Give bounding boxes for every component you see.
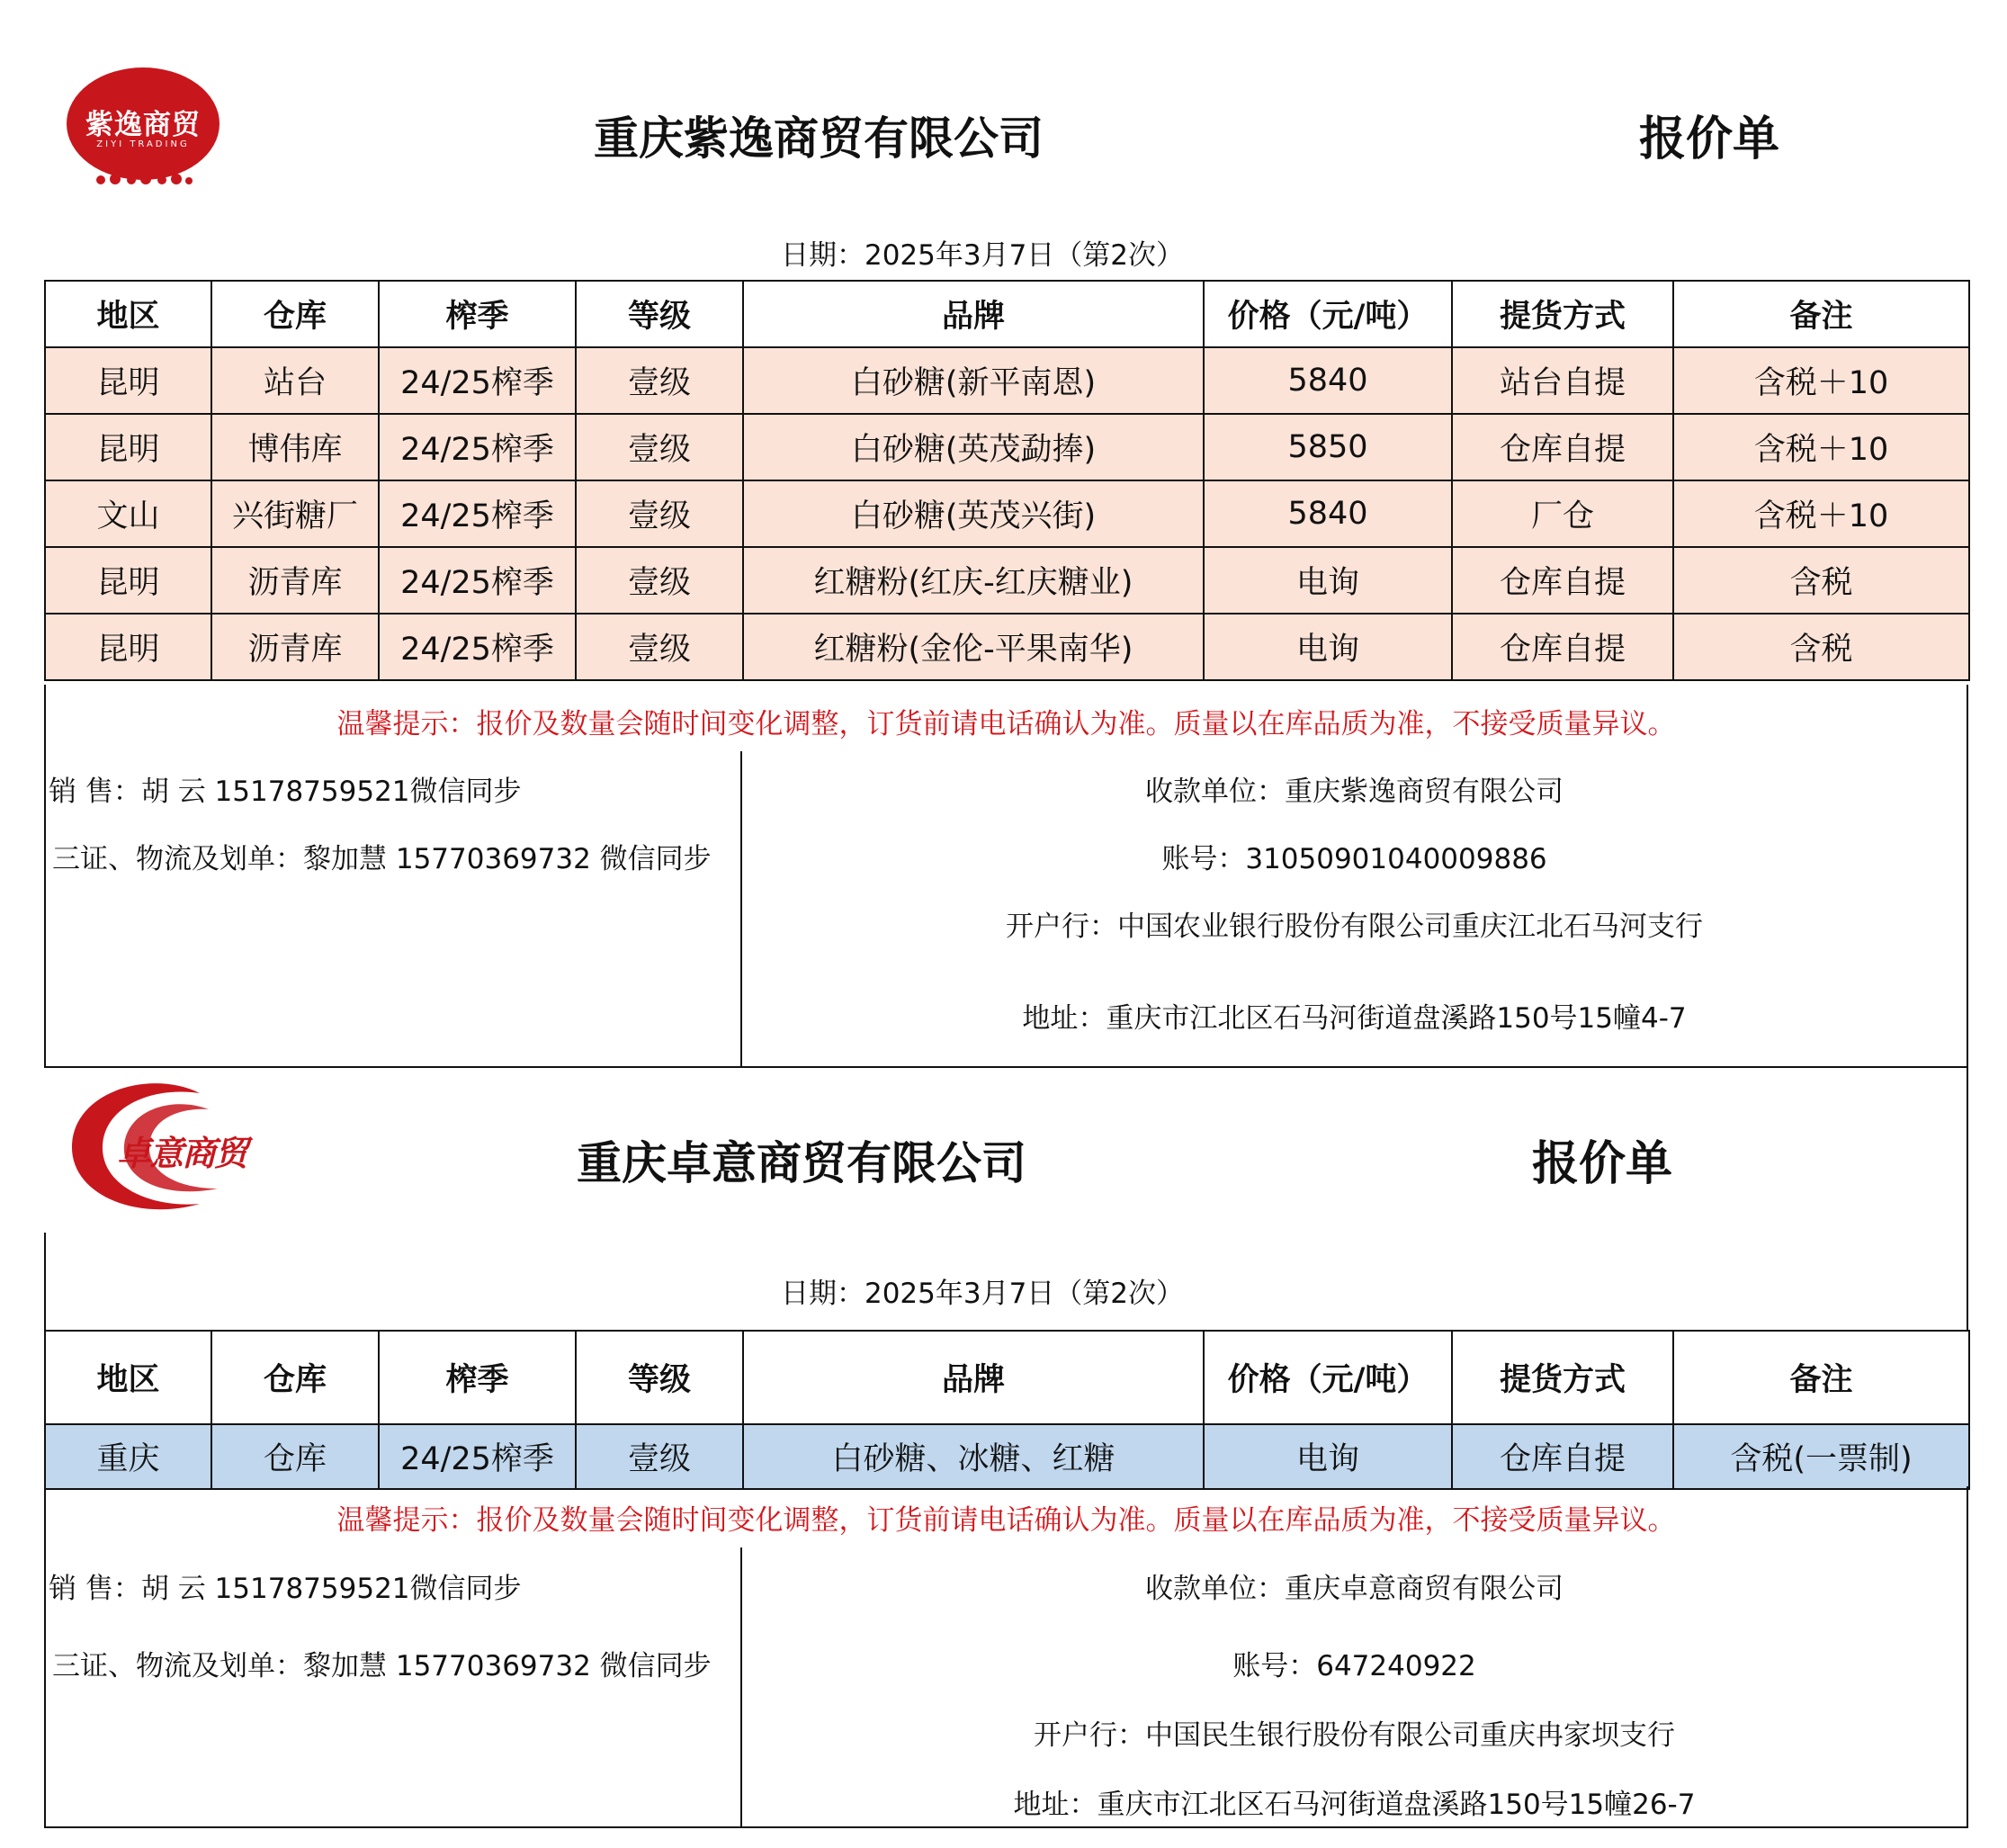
frame-right xyxy=(1967,685,1968,1068)
header-warehouse: 仓库 xyxy=(211,1331,379,1424)
cell-season: 24/25榨季 xyxy=(379,347,576,414)
header-region: 地区 xyxy=(45,1331,211,1424)
header-pickup: 提货方式 xyxy=(1452,281,1673,347)
cell-warehouse: 仓库 xyxy=(211,1424,379,1489)
table-header-row xyxy=(45,281,1969,347)
header-brand: 品牌 xyxy=(743,281,1204,347)
zhuoyi-logo-text: 卓意商贸 xyxy=(117,1134,247,1173)
cell-remark: 含税＋10 xyxy=(1673,347,1969,414)
cell-season: 24/25榨季 xyxy=(379,1424,576,1489)
cell-price: 5840 xyxy=(1204,347,1452,414)
cell-season: 24/25榨季 xyxy=(379,414,576,480)
cell-region: 昆明 xyxy=(45,614,211,680)
table-row xyxy=(45,347,1969,414)
header-grade: 等级 xyxy=(576,281,743,347)
cell-pickup: 仓库自提 xyxy=(1452,1424,1673,1489)
cell-grade: 壹级 xyxy=(576,480,743,547)
cell-pickup: 仓库自提 xyxy=(1452,414,1673,480)
cell-brand: 白砂糖(新平南恩) xyxy=(743,347,1204,414)
cell-warehouse: 站台 xyxy=(211,347,379,414)
table-row xyxy=(45,1424,1969,1489)
company-title: 重庆卓意商贸有限公司 xyxy=(577,1137,1026,1189)
payee: 收款单位：重庆紫逸商贸有限公司 xyxy=(1145,776,1563,808)
header-price: 价格（元/吨） xyxy=(1204,281,1452,347)
quote-date: 日期：2025年3月7日（第2次） xyxy=(780,1278,1185,1310)
table-row xyxy=(45,480,1969,547)
document-title: 报价单 xyxy=(1639,112,1780,166)
cell-pickup: 站台自提 xyxy=(1452,347,1673,414)
ziyi-logo xyxy=(67,67,220,184)
sales-contact: 销 售：胡 云 15178759521微信同步 xyxy=(49,776,522,808)
ziyi-logo-text: 紫逸商贸 xyxy=(85,109,201,141)
table-header-row xyxy=(45,1331,1969,1424)
cell-warehouse: 兴街糖厂 xyxy=(211,480,379,547)
cell-brand: 白砂糖、冰糖、红糖 xyxy=(743,1424,1204,1489)
notice-text: 温馨提示：报价及数量会随时间变化调整，订货前请电话确认为准。质量以在库品质为准，不接受质量异议。 xyxy=(336,708,1676,740)
cell-remark: 含税 xyxy=(1673,547,1969,614)
frame-left xyxy=(44,1486,46,1828)
quote-date: 日期：2025年3月7日（第2次） xyxy=(780,239,1185,272)
logistics-contact: 三证、物流及划单：黎加慧 15770369732 微信同步 xyxy=(52,843,712,875)
cell-season: 24/25榨季 xyxy=(379,547,576,614)
cell-warehouse: 沥青库 xyxy=(211,614,379,680)
frame-bottom xyxy=(44,1066,1968,1068)
cell-brand: 白砂糖(英茂勐捧) xyxy=(743,414,1204,480)
header-warehouse: 仓库 xyxy=(211,281,379,347)
bank-account: 账号：31050901040009886 xyxy=(1161,843,1547,875)
price-table xyxy=(44,280,1970,681)
cell-remark: 含税(一票制) xyxy=(1673,1424,1969,1489)
cell-grade: 壹级 xyxy=(576,1424,743,1489)
cell-brand: 白砂糖(英茂兴街) xyxy=(743,480,1204,547)
cell-grade: 壹级 xyxy=(576,614,743,680)
header-grade: 等级 xyxy=(576,1331,743,1424)
cell-price: 5850 xyxy=(1204,414,1452,480)
company-title: 重庆紫逸商贸有限公司 xyxy=(594,112,1044,165)
header-region: 地区 xyxy=(45,281,211,347)
cell-grade: 壹级 xyxy=(576,414,743,480)
header-brand: 品牌 xyxy=(743,1331,1204,1424)
cell-season: 24/25榨季 xyxy=(379,614,576,680)
header-remark: 备注 xyxy=(1673,1331,1969,1424)
cell-pickup: 厂仓 xyxy=(1452,480,1673,547)
cell-remark: 含税＋10 xyxy=(1673,480,1969,547)
frame-right xyxy=(1967,1486,1968,1828)
price-table xyxy=(44,1330,1970,1490)
cell-grade: 壹级 xyxy=(576,547,743,614)
cell-grade: 壹级 xyxy=(576,347,743,414)
cell-region: 昆明 xyxy=(45,347,211,414)
cell-region: 重庆 xyxy=(45,1424,211,1489)
cell-price: 电询 xyxy=(1204,547,1452,614)
header-season: 榨季 xyxy=(379,1331,576,1424)
cell-brand: 红糖粉(金伦-平果南华) xyxy=(743,614,1204,680)
header-remark: 备注 xyxy=(1673,281,1969,347)
cell-brand: 红糖粉(红庆-红庆糖业) xyxy=(743,547,1204,614)
cell-remark: 含税 xyxy=(1673,614,1969,680)
bank-account: 账号：647240922 xyxy=(1232,1650,1476,1682)
sales-contact: 销 售：胡 云 15178759521微信同步 xyxy=(49,1573,522,1605)
frame-bottom xyxy=(44,1826,1968,1828)
cell-season: 24/25榨季 xyxy=(379,480,576,547)
cell-pickup: 仓库自提 xyxy=(1452,614,1673,680)
cell-price: 电询 xyxy=(1204,614,1452,680)
payee: 收款单位：重庆卓意商贸有限公司 xyxy=(1145,1573,1563,1605)
zhuoyi-logo xyxy=(65,1073,254,1217)
logistics-contact: 三证、物流及划单：黎加慧 15770369732 微信同步 xyxy=(52,1650,712,1682)
table-row xyxy=(45,614,1969,680)
cell-region: 文山 xyxy=(45,480,211,547)
header-season: 榨季 xyxy=(379,281,576,347)
frame-left xyxy=(44,685,46,1068)
cell-price: 5840 xyxy=(1204,480,1452,547)
table-row xyxy=(45,414,1969,480)
cell-pickup: 仓库自提 xyxy=(1452,547,1673,614)
cell-price: 电询 xyxy=(1204,1424,1452,1489)
cell-warehouse: 博伟库 xyxy=(211,414,379,480)
header-pickup: 提货方式 xyxy=(1452,1331,1673,1424)
ziyi-logo-subtext: ZIYI TRADING xyxy=(96,139,190,149)
frame-right xyxy=(1967,1068,1968,1332)
frame-left xyxy=(44,1233,46,1332)
logo-dots-icon xyxy=(94,174,193,186)
company-address: 地址：重庆市江北区石马河街道盘溪路150号15幢4-7 xyxy=(1022,1002,1687,1035)
cell-remark: 含税＋10 xyxy=(1673,414,1969,480)
cell-region: 昆明 xyxy=(45,414,211,480)
table-row xyxy=(45,547,1969,614)
header-price: 价格（元/吨） xyxy=(1204,1331,1452,1424)
cell-warehouse: 沥青库 xyxy=(211,547,379,614)
cell-region: 昆明 xyxy=(45,547,211,614)
bank-name: 开户行：中国农业银行股份有限公司重庆江北石马河支行 xyxy=(1006,911,1703,943)
company-address: 地址：重庆市江北区石马河街道盘溪路150号15幢26-7 xyxy=(1013,1789,1696,1821)
bank-name: 开户行：中国民生银行股份有限公司重庆冉家坝支行 xyxy=(1034,1719,1675,1752)
notice-text: 温馨提示：报价及数量会随时间变化调整，订货前请电话确认为准。质量以在库品质为准，不接受质量异议。 xyxy=(336,1504,1676,1537)
document-title: 报价单 xyxy=(1532,1137,1673,1191)
